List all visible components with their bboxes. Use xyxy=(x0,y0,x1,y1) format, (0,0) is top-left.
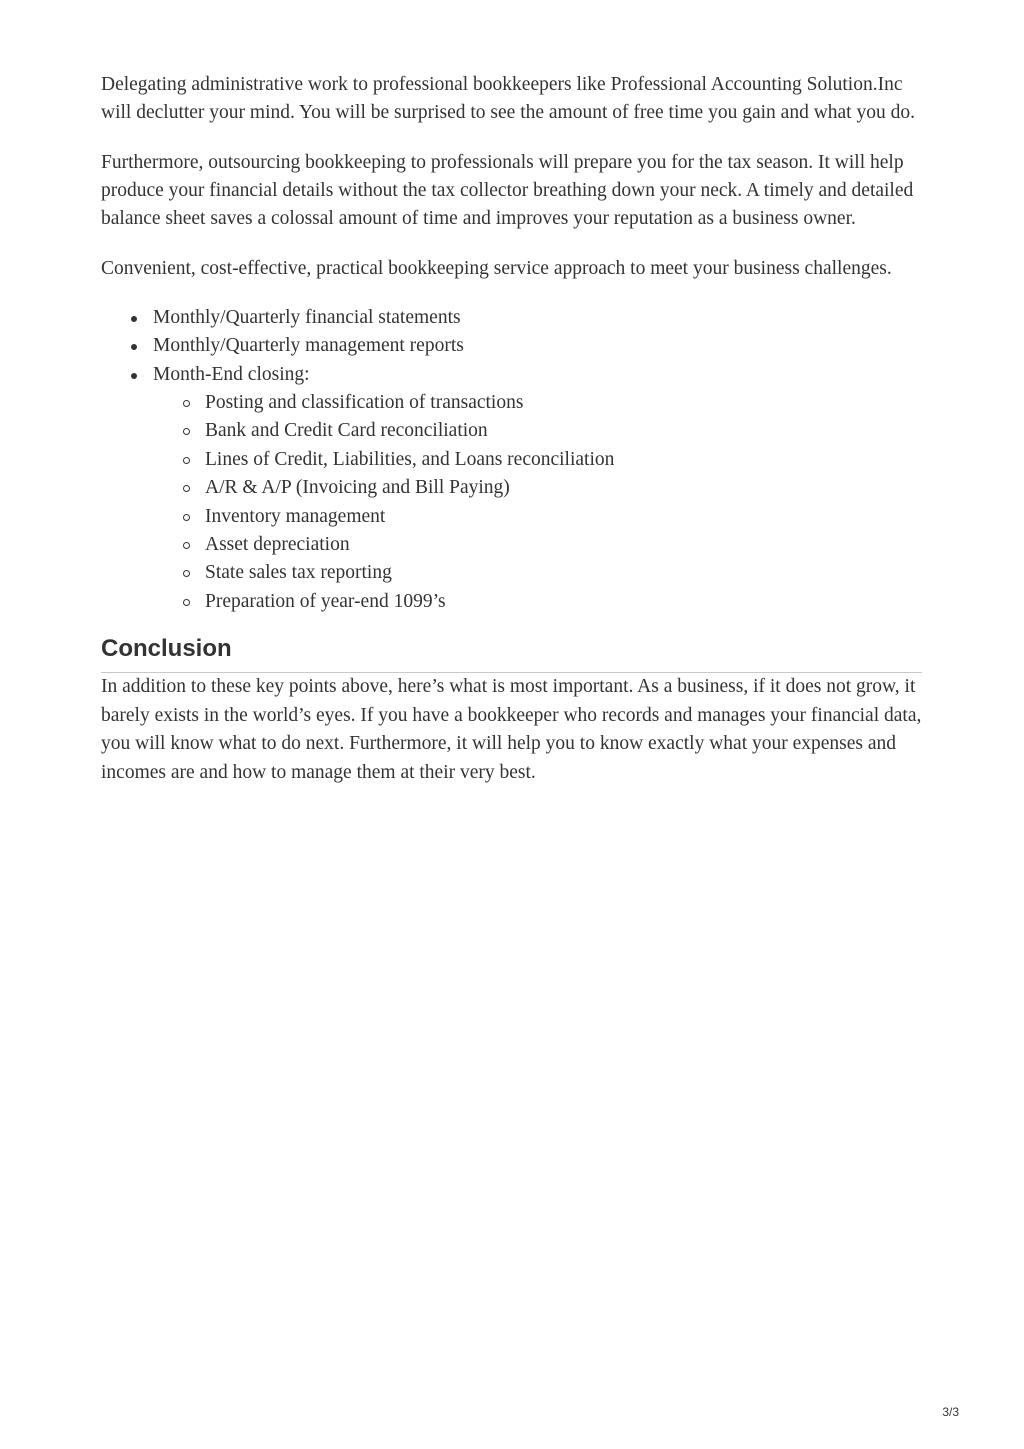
sublist-item xyxy=(205,559,922,587)
circle-bullet-icon xyxy=(183,514,190,521)
sublist-item-label: Bank and Credit Card reconciliation xyxy=(205,420,488,442)
list-item xyxy=(153,332,922,360)
document-body xyxy=(101,71,922,808)
sublist-item xyxy=(205,417,922,445)
circle-bullet-icon xyxy=(183,570,190,577)
bullet-icon xyxy=(131,316,137,322)
sublist-item-label: Asset depreciation xyxy=(205,534,350,556)
sublist-item xyxy=(205,588,922,616)
sublist-item-label: State sales tax reporting xyxy=(205,562,392,584)
sublist-item xyxy=(205,531,922,559)
list-item-label: Monthly/Quarterly management reports xyxy=(153,335,464,357)
circle-bullet-icon xyxy=(183,542,190,549)
sublist-item-label: A/R & A/P (Invoicing and Bill Paying) xyxy=(205,477,510,499)
circle-bullet-icon xyxy=(183,400,190,407)
sublist-item-label: Preparation of year-end 1099’s xyxy=(205,590,446,612)
paragraph-conclusion: In addition to these key points above, here’s what is most important. As a business, if it does not grow, it barely exists in the world’s eyes. If you have a bookkeeper who records and manages your financial data, you will know what to do next. Furthermore, it will help you to know exactly what your expenses and incomes are and how to manage them at their very best. xyxy=(101,676,922,783)
list-item xyxy=(153,361,922,617)
sublist-item-label: Lines of Credit, Liabilities, and Loans reconciliation xyxy=(205,448,615,470)
sublist-item xyxy=(205,503,922,531)
circle-bullet-icon xyxy=(183,428,190,435)
services-list xyxy=(101,304,922,616)
month-end-sublist xyxy=(153,389,922,616)
bullet-icon xyxy=(131,344,137,350)
list-item xyxy=(153,304,922,332)
list-item-label: Monthly/Quarterly financial statements xyxy=(153,306,461,328)
circle-bullet-icon xyxy=(183,485,190,492)
sublist-item xyxy=(205,474,922,502)
sublist-item-label: Inventory management xyxy=(205,505,386,527)
sublist-item xyxy=(205,446,922,474)
paragraph-service-approach: Convenient, cost-effective, practical bookkeeping service approach to meet your business challenges. xyxy=(101,257,892,279)
list-item-label: Month-End closing: xyxy=(153,363,310,385)
bullet-icon xyxy=(131,373,137,379)
circle-bullet-icon xyxy=(183,457,190,464)
conclusion-heading: Conclusion xyxy=(101,634,922,673)
sublist-item-label: Posting and classification of transactions xyxy=(205,392,524,414)
paragraph-delegating: Delegating administrative work to professional bookkeepers like Professional Accounting Solution.Inc will declutter your mind. You will be surprised to see the amount of free time you gain and what you do. xyxy=(101,74,915,124)
sublist-item xyxy=(205,389,922,417)
circle-bullet-icon xyxy=(183,599,190,606)
paragraph-tax-season: Furthermore, outsourcing bookkeeping to professionals will prepare you for the tax season. It will help produce your financial details without the tax collector breathing down your neck. A timely and detailed balance sheet saves a colossal amount of time and improves your reputation as a business owner. xyxy=(101,151,914,230)
page-number: 3/3 xyxy=(942,1405,959,1419)
